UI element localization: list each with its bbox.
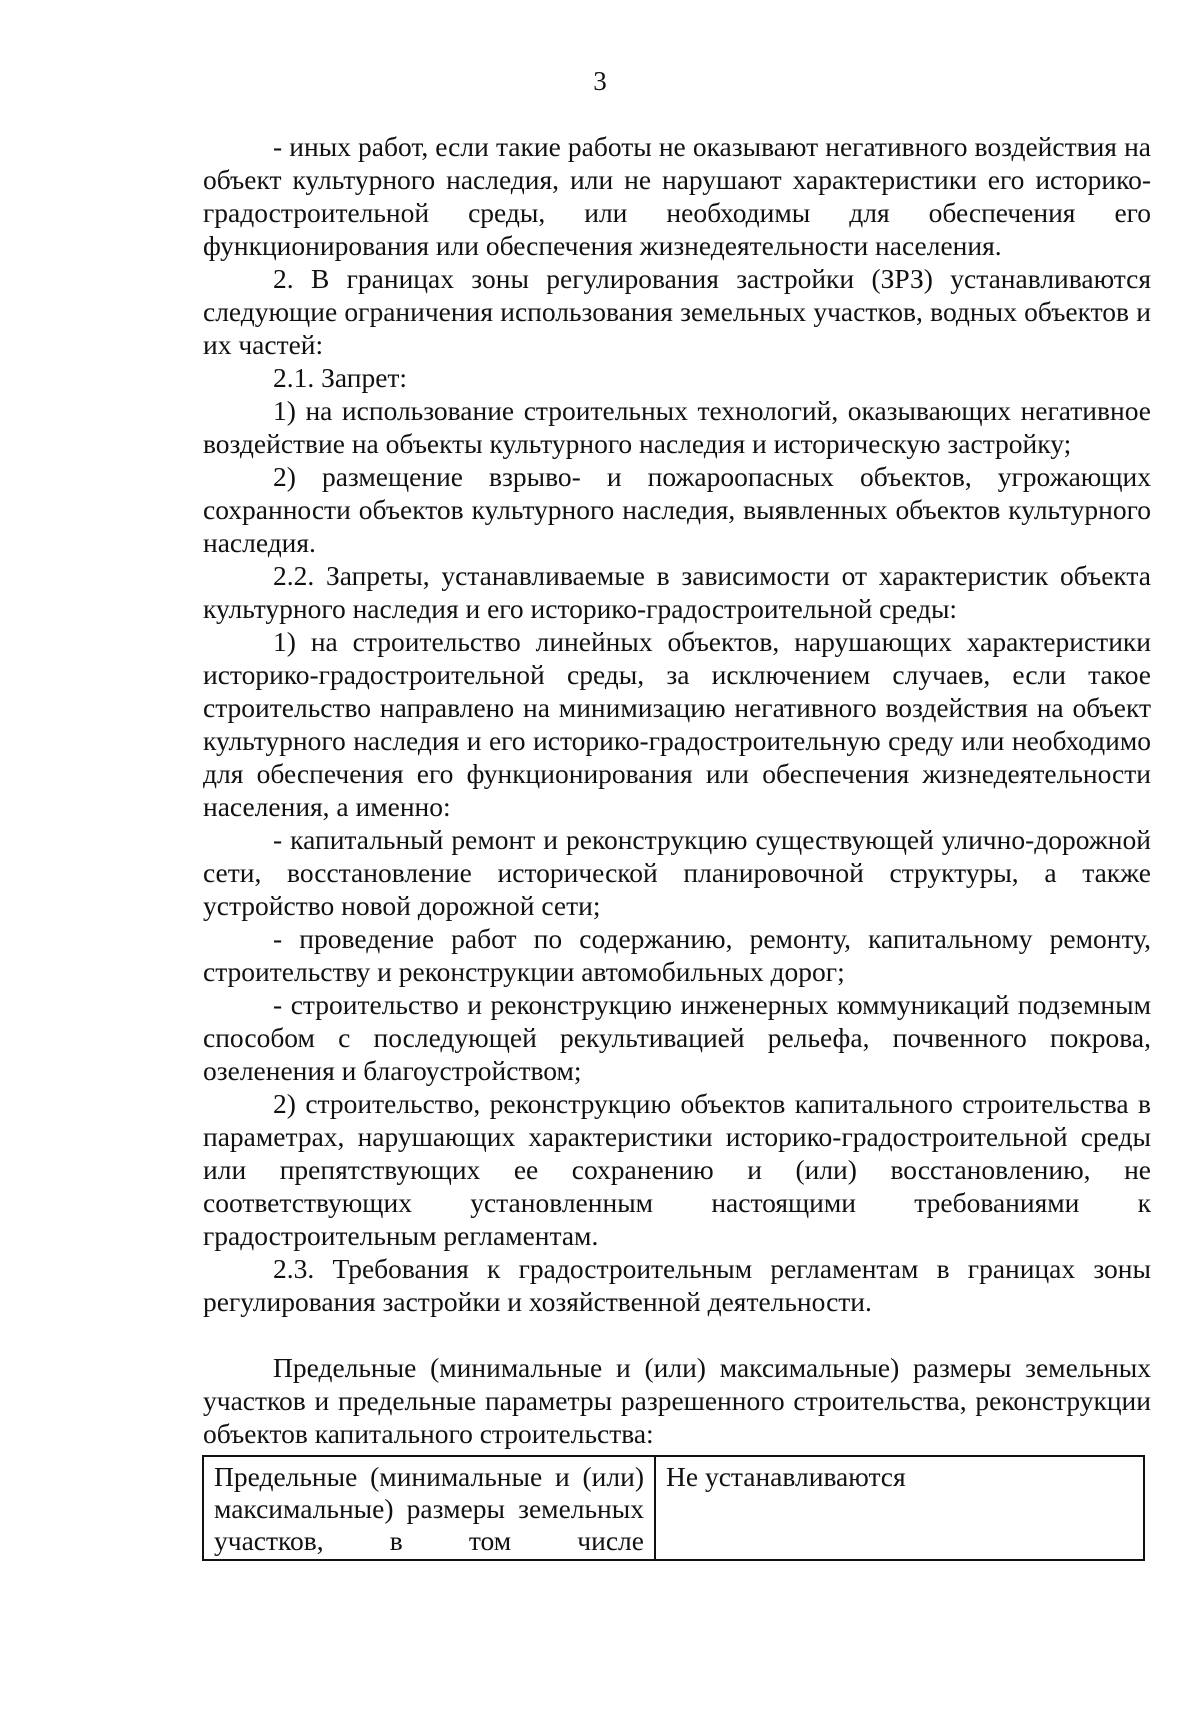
paragraph-2-1-heading: 2.1. Запрет:	[273, 362, 408, 393]
table-row	[203, 1456, 1144, 1560]
paragraph-2-2-heading: 2.2. Запреты, устанавливаемые в зависимости от характеристик объекта культурного наследия и его историко-градостроительной среды:	[203, 560, 1151, 624]
page-number: 3	[593, 66, 607, 96]
paragraph-2-3-heading: 2.3. Требования к градостроительным регламентам в границах зоны регулирования застройки и хозяйственной деятельности.	[203, 1253, 1151, 1317]
paragraph-utilities: - строительство и реконструкцию инженерных коммуникаций подземным способом с последующей рекультивацией рельефа, почвенного покрова, озеленения и благоустройством;	[203, 989, 1151, 1086]
paragraph-2-1-item-2: 2) размещение взрыво- и пожароопасных объектов, угрожающих сохранности объектов культурного наследия, выявленных объектов культурного наследия.	[203, 461, 1151, 558]
paragraph-2-1-item-1: 1) на использование строительных технологий, оказывающих негативное воздействие на объекты культурного наследия и историческую застройку;	[203, 395, 1151, 459]
paragraph-zrz-restrictions: 2. В границах зоны регулирования застройки (ЗРЗ) устанавливаются следующие ограничения использования земельных участков, водных объектов и их частей:	[203, 263, 1151, 360]
limits-table	[202, 1455, 1145, 1561]
table-cell-value: Не устанавливаются	[655, 1456, 1144, 1560]
table-cell-label: Предельные (минимальные и (или) максимальные) размеры земельных участков, в том числе	[203, 1456, 655, 1560]
paragraph-2-2-item-1: 1) на строительство линейных объектов, нарушающих характеристики историко-градостроительной среды, за исключением случаев, если такое строительство направлено на минимизацию негативного воздействия на объект культурного наследия и его историко-градостроительную среду или необходимо для обеспечения его функционирования или обеспечения жизнедеятельности населения, а именно:	[203, 626, 1151, 822]
paragraph-spacer	[203, 1318, 1151, 1351]
paragraph-road-works: - проведение работ по содержанию, ремонту, капитальному ремонту, строительству и реконструкции автомобильных дорог;	[203, 923, 1151, 987]
paragraph-road-network: - капитальный ремонт и реконструкцию существующей улично-дорожной сети, восстановление исторической планировочной структуры, а также устройство новой дорожной сети;	[203, 824, 1151, 921]
table-intro: Предельные (минимальные и (или) максимальные) размеры земельных участков и предельные параметры разрешенного строительства, реконструкции объектов капитального строительства:	[203, 1352, 1151, 1449]
paragraph-2-2-item-2: 2) строительство, реконструкцию объектов капитального строительства в параметрах, нарушающих характеристики историко-градостроительной среды или препятствующих ее сохранению и (или) восстановлению, не соответствующих установленным настоящими требованиями к градостроительным регламентам.	[203, 1088, 1151, 1251]
paragraph-other-works: - иных работ, если такие работы не оказывают негативного воздействия на объект культурного наследия, или не нарушают характеристики его историко-градостроительной среды, или необходимы для обеспечения его функционирования или обеспечения жизнедеятельности населения.	[203, 131, 1151, 261]
document-body	[203, 130, 1151, 1450]
